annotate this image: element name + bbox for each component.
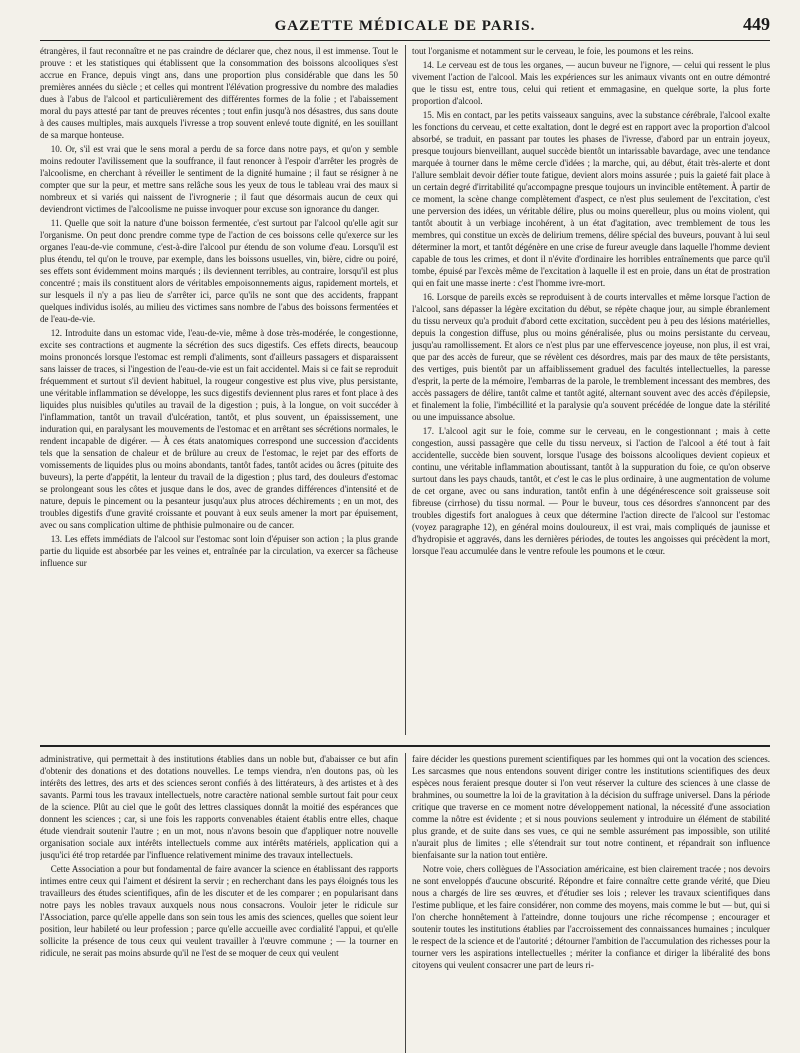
paragraph: Notre voie, chers collègues de l'Association américaine, est bien clairement tracée ; nos devoirs ne sont enveloppés d'aucune obscurité. Répondre et faire connaître cette grande vérité, que Dieu nous a chargés de lire ses œuvres, et d'étudier ses lois ; relever les travaux scientifiques dans l'estime publique, et les faire considérer, non comme des moyens, mais comme le but — but, qui si l'on cherche honnêtement à l'atteindre, donne toujours une riche récompense ; encourager et soutenir toutes les institutions établies par l'accroissement des connaissances humaines ; inculquer le respect de la science et de l'autorité ; détourner l'ambition de l'accumulation des richesses pour la tourner vers les aspirations intellectuelles ; mériter la confiance et diriger la libéralité des bons citoyens qui veulent consacrer une part de leurs ri- — [412, 864, 770, 970]
section-divider — [40, 745, 770, 747]
paragraph: 15. Mis en contact, par les petits vaisseaux sanguins, avec la substance cérébrale, l'alcool exalte les fonctions du cerveau, et cette exaltation, dont le degré est en rapport avec la proportion d'alcool absorbé, se traduit, en passant par toutes les phases de l'ivresse, d'abord par un entrain joyeux, presque toujours bienveillant, auquel succède bientôt un intarissable bavardage, avec une tendance marquée à tourner dans le même cercle d'idées ; la marche, qui, au début, était très-alerte et dont l'allure semblait devoir défier toute fatigue, devient alors moins assurée ; puis la gaieté fait place à un certain degré d'irritabilité qu'accompagne presque toujours un invincible entêtement. À partir de ce moment, la scène change complètement d'aspect, ce n'est plus seulement de l'excitation, c'est une perversion des idées, un véritable délire, plus ou moins querelleur, plus ou moins violent, qui tantôt aboutit à un verbiage incohérent, à un état d'agitation, avec tremblement de tous les membres, qui constitue un excès de delirium tremens, délire spécial des buveurs, pouvant à lui seul déterminer la mort, et tantôt dégénère en une crise de fureur aveugle dans laquelle l'homme devient capable de tous les crimes, et dont il n'évite d'ordinaire les horribles entraînements que parce qu'il tombe, épuisé par l'excès même de l'excitation à laquelle il est en proie, dans un état de prostration qui en fait une masse inerte : c'est l'homme ivre-mort. — [412, 110, 770, 288]
paragraph: 17. L'alcool agit sur le foie, comme sur le cerveau, en le congestionnant ; mais à cette congestion, aussi passagère que celle du tissu nerveux, si l'action de l'alcool a été tout à fait accidentelle, succède bien souvent, lorsque l'usage des boissons alcooliques devient copieux et continu, une véritable inflammation aboutissant, tantôt à la suppuration du foie, ce qu'on observe surtout dans les pays chauds, tantôt, et c'est le cas le plus ordinaire, à une augmentation de volume de cet organe, avec ou sans induration, tantôt enfin à une dégénérescence soit graisseuse soit fibreuse (cirrhose) du tissu normal. — Pour le buveur, tous ces désordres s'annoncent par des troubles digestifs fort analogues à ceux que détermine l'action directe de l'alcool sur l'estomac (voyez paragraphe 12), en général moins douloureux, il est vrai, mais compliqués de jaunisse et d'hydropisie et aggravés, dans les dernières périodes, de toutes les angoisses qui précèdent la mort, lorsque l'eau accumulée dans le ventre refoule les poumons et le cœur. — [412, 426, 770, 556]
paragraph: administrative, qui permettait à des institutions établies dans un noble but, d'abaisser ce but afin d'obtenir des donations et des dotations nouvelles. Le temps viendra, n'en doutons pas, où les intérêts des lettres, des arts et des sciences seront confiés à des littérateurs, à des artistes et à des savants. Parmi tous les travaux intellectuels, notre caractère national semble surtout fait pour ceux de la science. Plût au ciel que le goût des lettres classiques donnât la moitié des espérances que donnent les sciences ; car, si une fois les rapports convenables étaient établis entre elles, chaque étude viendrait soutenir l'autre ; en un mot, nous n'avons besoin que d'appliquer notre nouvelle organisation sociale aux intérêts intellectuels comme aux intérêts matériels, application qui a jusqu'ici été trop retardée par l'influence relativement minime des travaux intellectuels. — [40, 754, 398, 860]
paragraph: étrangères, il faut reconnaître et ne pas craindre de déclarer que, chez nous, il est immense. Tout le prouve : et les statistiques qui établissent que la consommation des boissons alcooliques s'est accrue en France, depuis vingt ans, dans une proportion plus considérable que dans les 50 premières années du siècle ; et celles qui montrent l'élévation progressive du nombre des maladies dues à l'abus de l'alcool et particulièrement des différentes formes de la folie ; et l'abaissement moral du pays attesté par tant de preuves récentes ; tout enfin jusqu'à nos désastres, dus sans doute à des causes multiples, mais auxquels l'ivresse a trop souvent enlevé toute dignité, en les souillant de sa marque honteuse. — [40, 46, 398, 140]
article-alcoholism — [40, 45, 770, 735]
paragraph: Cette Association a pour but fondamental de faire avancer la science en établissant des rapports intimes entre ceux qui l'aiment et désirent la servir ; en recherchant dans les pays éloignés tous les travailleurs des études scientifiques, afin de les discuter et de les comparer ; en popularisant dans notre pays les nobles travaux auxquels nous nous consacrons. Vouloir jeter le ridicule sur l'Association, parce qu'elle appelle dans son sein tous les amis des sciences, quelles que soient leur position, leur habileté ou leur profession ; parce qu'elle accueille avec cordialité l'appui, et qu'elle sollicite la présence de tous ceux qui veulent travailler à l'œuvre commune ; — la tourner en ridicule, ne serait pas moins absurde qu'il ne l'est de se moquer de ceux qui veulent — [40, 864, 398, 958]
paragraph: 14. Le cerveau est de tous les organes, — aucun buveur ne l'ignore, — celui qui ressent le plus vivement l'action de l'alcool. Mais les expériences sur les animaux vivants ont en outre démontré que le tissu est, entre tous, celui qui retient et emmagasine, en quelque sorte, la plus forte proportion d'alcool. — [412, 60, 770, 106]
page-number: 449 — [743, 14, 770, 34]
journal-title: GAZETTE MÉDICALE DE PARIS. — [274, 18, 536, 34]
paragraph: faire décider les questions purement scientifiques par les hommes qui ont la vocation des sciences. Les sarcasmes que nous entendons souvent diriger contre les institutions scientifiques des deux espèces nous feraient presque douter si l'on veut réserver la culture des sciences à une classe de brahmines, ou soumettre la loi de la gravitation à la décision du suffrage universel. Dans la période critique que traverse en ce moment notre développement national, la nécessité d'une association comme la nôtre est évidente ; et si nous pouvions seulement y introduire un élément de stabilité plus grande, et de suite dans ses vues, ce qui ne semble assurément pas impossible, son utilité n'aurait plus de limites ; elle s'étendrait sur tout notre continent, et répandrait son influence bienfaisante sur la nation tout entière. — [412, 754, 770, 860]
paragraph: 10. Or, s'il est vrai que le sens moral a perdu de sa force dans notre pays, et qu'on y semble moins redouter l'avilissement que la souffrance, il faut renoncer à l'espoir d'arrêter les progrès de l'alcoolisme, en cherchant à réveiller le sentiment de la dignité humaine ; il faut se résigner à ne compter que sur la peur, et mettre sans relâche sous les yeux de tous le tableau vrai des maux si nombreux et si variés qui naissent de l'ivrognerie ; il faut que désormais aucun de ceux qui deviendront victimes de l'alcoolisme ne puisse invoquer pour excuse son ignorance du danger. — [40, 144, 398, 214]
paragraph: tout l'organisme et notamment sur le cerveau, le foie, les poumons et les reins. — [412, 46, 694, 56]
header-rule — [40, 40, 770, 41]
top-right-column — [412, 45, 770, 735]
paragraph: 13. Les effets immédiats de l'alcool sur l'estomac sont loin d'épuiser son action ; la plus grande partie du liquide est absorbée par les veines et, entraînée par la circulation, va exercer sa fâcheuse influence sur — [40, 534, 398, 568]
top-left-column — [40, 45, 398, 735]
paragraph: 11. Quelle que soit la nature d'une boisson fermentée, c'est surtout par l'alcool qu'elle agit sur l'organisme. On peut donc prendre comme type de l'action de ces boissons celle qu'exerce sur les organes l'eau-de-vie commune, c'est-à-dire l'alcool pur étendu de son volume d'eau. Lorsqu'il est plus étendu, tel qu'on le trouve, par exemple, dans les boissons usuelles, vin, bière, cidre ou poiré, ses effets sont évidemment moins marqués ; ils deviennent terribles, au contraire, lorsqu'il est plus concentré ; mais ils constituent alors de véritables empoisonnements aigus, rapidement mortels, et sur lesquels il n'y a pas lieu de s'arrêter ici, parce qu'ils ne sont que des accidents, frappant quelques individus isolés, au milieu des victimes sans nombre de l'abus des boissons fermentées et de l'eau-de-vie. — [40, 218, 398, 324]
bottom-right-column — [412, 753, 770, 1053]
page-header — [40, 8, 770, 34]
article-association — [40, 753, 770, 1053]
paragraph: 12. Introduite dans un estomac vide, l'eau-de-vie, même à dose très-modérée, le congestionne, excite ses contractions et augmente la sécrétion des sucs digestifs. Ces effets directs, beaucoup moins prononcés lorsque l'estomac est rempli d'aliments, sont d'ailleurs passagers et disparaissent sans laisser de traces, si l'ingestion de l'eau-de-vie est un fait accidentel. Mais si ce fait se reproduit fréquemment et surtout s'il devient habituel, la rougeur congestive est plus vive, plus persistante, une véritable inflammation se développe, les sucs digestifs deviennent plus rares et font place à des liquides plus nuisibles qu'utiles au travail de la digestion ; puis, à la longue, on voit succéder à l'inflammation, tantôt un travail d'ulcération, tantôt, et plus souvent, un épaississement, une induration qui, en paralysant les mouvements de l'estomac et en arrêtant ses sécrétions normales, le rendent incapable de digérer. — À ces états anatomiques correspond une succession d'accidents tels que la sensation de chaleur et de brûlure au creux de l'estomac, le rejet par des efforts de vomissements de liquides plus ou moins abondants, tantôt fades, tantôt acides ou âcres (pituite des buveurs), la perte d'appétit, la lenteur du travail de la digestion ; plus tard, des douleurs d'estomac se prolongeant sous les côtes et jusque dans le dos, avec de grandes différences d'intensité et de nature, depuis le pincement ou la pesanteur jusqu'aux plus atroces déchirements ; en un mot, des troubles digestifs d'une gravité croissante et pouvant à eux seuls amener la mort par épuisement, avec ou sans complication ultime de phthisie pulmonaire ou de cancer. — [40, 328, 398, 530]
paragraph: 16. Lorsque de pareils excès se reproduisent à de courts intervalles et même lorsque l'action de l'alcool, sans dépasser la légère excitation du début, se répète chaque jour, au simple ébranlement du tissu nerveux qu'a produit d'abord cette excitation, succèdent peu à peu des lésions matérielles, depuis la congestion diffuse, plus ou moins généralisée, plus ou moins persistante du cerveau, jusqu'au ramollissement. Et alors ce n'est plus par une effervescence joyeuse, non plus, il est vrai, que par des accès de fureur, que se révèlent ces désordres, mais par des maux de tête persistants, des vertiges, puis bientôt par un affaiblissement graduel des facultés intellectuelles, la paresse d'esprit, la perte de la mémoire, l'embarras de la parole, le tremblement incessant des membres, des accès passagers de délire, tantôt calme et tantôt agité, alternant souvent avec des accès d'épilepsie, et finalement la folie, l'imbécillité et la paralysie qu'a souvent précédée de longue date la stérilité ou une impuissance absolue. — [412, 292, 770, 422]
bottom-left-column — [40, 753, 398, 1053]
